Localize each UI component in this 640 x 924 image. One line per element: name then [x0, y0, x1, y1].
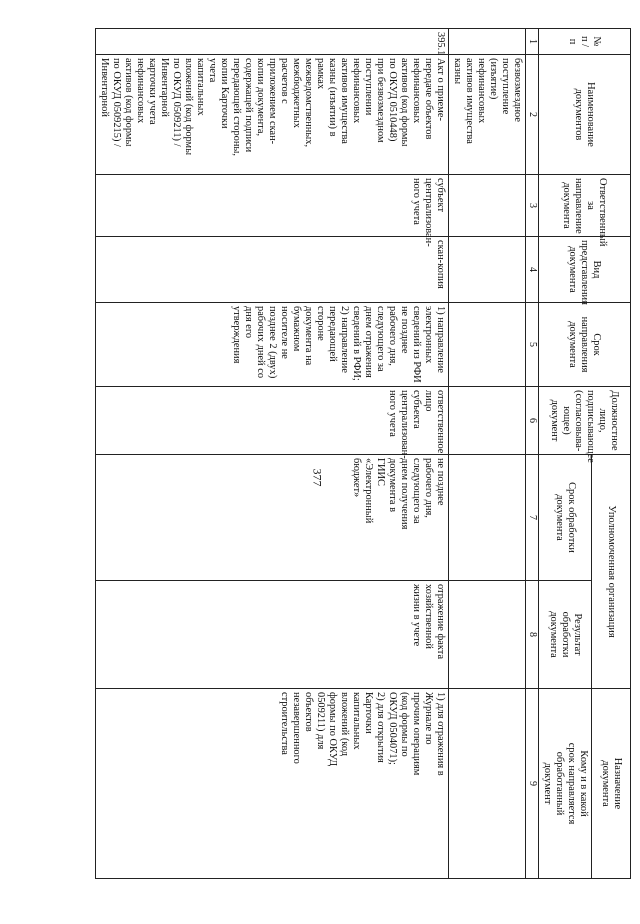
send-deadline — [449, 303, 526, 387]
column-number: 2 — [526, 55, 539, 175]
header-col-8: Результат обработки документа — [539, 581, 592, 689]
processing-term: не позднее рабочего дня, следующего за днем получения документа в ГИИС «Электронный бюджет» — [96, 455, 449, 581]
column-number: 5 — [526, 303, 539, 387]
header-group-organization: Уполномоченная организация — [592, 455, 631, 689]
signer: ответственное лицо субъекта централизован- ного учета — [96, 387, 449, 455]
header-col-1: № п / п — [539, 29, 631, 55]
column-number: 3 — [526, 175, 539, 237]
row-number — [449, 29, 526, 55]
column-number-row — [526, 29, 539, 879]
column-number: 4 — [526, 237, 539, 303]
header-col-5: Срок направления документа — [539, 303, 631, 387]
column-number: 7 — [526, 455, 539, 581]
column-number: 1 — [526, 29, 539, 55]
header-col-7: Срок обработки документа — [539, 455, 592, 581]
responsible — [449, 175, 526, 237]
header-col-4: Вид представления документа — [539, 237, 631, 303]
column-number: 9 — [526, 689, 539, 879]
header-col-3: Ответственный за направление документа — [539, 175, 631, 237]
header-col-2: Наименование документов — [539, 55, 631, 175]
processing-result: отражение факта хозяйственной жизни в учете — [96, 581, 449, 689]
documents-table — [95, 28, 631, 879]
header-col-6: Должностное лицо, подписывающее (согласовыва- ющее) документ — [539, 387, 631, 455]
header-group-destination: Назначение документа — [592, 689, 631, 879]
send-deadline: 1) направление электронных сведений из РФИ не позднее рабочего дня, следующего за днем отражения сведений в РФИ; 2) направление передающей стороне документа на бумажном носителе не позднее 2 (двух) рабочих дней со дня его утверждения — [96, 303, 449, 387]
page-number: 377 — [310, 468, 325, 487]
signer — [449, 387, 526, 455]
destination — [449, 689, 526, 879]
destination: 1) для отражения в Журнале по прочим операциям (код формы по ОКУД 0504071); 2) для открытия Карточки капитальных вложений (код формы по ОКУД 0509211) для объектов незавершенного строительства — [96, 689, 449, 879]
column-number: 6 — [526, 387, 539, 455]
table-row — [96, 29, 449, 879]
processing-result — [449, 581, 526, 689]
processing-term — [449, 455, 526, 581]
presentation-form — [449, 237, 526, 303]
header-col-9: Кому и в какой срок направляется обработанный документ — [539, 689, 592, 879]
table-row — [449, 29, 526, 879]
rotated-document-table — [99, 28, 631, 878]
responsible: субъект централизован- ного учета — [96, 175, 449, 237]
presentation-form: скан-копия — [96, 237, 449, 303]
document-name: Акт о приеме- передаче объектов нефинансовых активов (код формы по ОКУД 0510448) при безвозмездном поступлении нефинансовых активов имущества казны (изъятии) в рамках межведомственных, межбюджетных расчетов с приложением скан- копии документа, содержащей подписи передающей стороны, копии Карточки учета капитальных вложений (код формы по ОКУД 0509211) / Инвентарной карточки учета нефинансовых активов (код формы по ОКУД 0509215) / Инвентарной — [96, 55, 449, 175]
column-number: 8 — [526, 581, 539, 689]
header-row-1 — [592, 29, 631, 879]
row-number: 395.1 — [96, 29, 449, 55]
document-name: безвозмездное поступление (изъятие) нефинансовых активов имущества казны — [449, 55, 526, 175]
